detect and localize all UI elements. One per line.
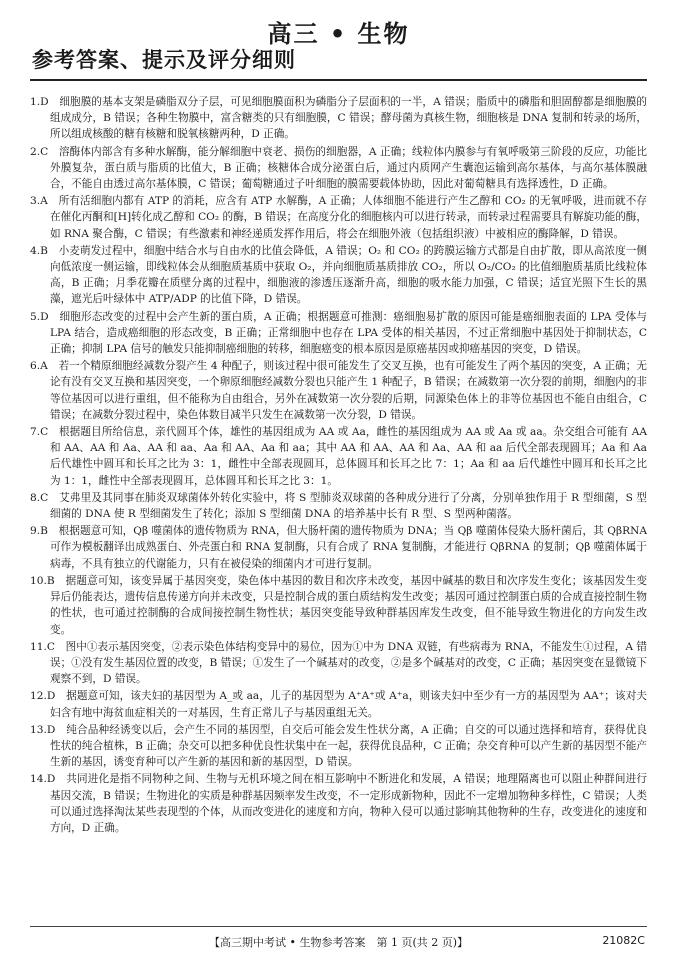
answer-item-14: 14.D 共同进化是指不同物种之间、生物与无机环境之间在相互影响中不断进化和发展，A 错误；地理隔离也可以阻止种群间进行基因交流，B 错误；生物进化的实质是种群基因频率发生改变，不一定形成新物种，因此不一定增加物种多样性，C 错误；人类可以通过选择淘汰某些表现型的个体，从而改变进化的速度和方向，物种入侵可以通过影响其他物种的生存，改变进化的速度和方向，D 正确。 (30, 773, 647, 834)
answer-item-11: 11.C 图中①表示基因突变，②表示染色体结构变异中的易位，因为①中为 DNA 双链，有些病毒为 RNA，不能发生①过程，A 错误；①没有发生基因位置的改变，B 错误；①发生了一个碱基对的改变，②是多个碱基对的改变，C 正确；基因突变在显微镜下观察不到，D 错误。 (30, 640, 647, 686)
footer-divider (30, 926, 647, 927)
answer-item-4: 4.B 小麦萌发过程中，细胞中结合水与自由水的比值会降低，A 错误；O₂ 和 CO₂ 的跨膜运输方式都是自由扩散，即从高浓度一侧向低浓度一侧运输，即线粒体会从细胞质基质中获取 O₂，并向细胞质基质排放 CO₂，所以 O₂/CO₂ 的比值细胞质基质比线粒体高，B 正确；月季花瓣在质壁分离的过程中，细胞液的渗透压逐渐升高，细胞的吸水能力加强，C 错误；适宜光照下生长的黑藻，遮光后叶绿体中 ATP/ADP 的比值下降，D 错误。 (30, 244, 647, 306)
answer-item-8: 8.C 艾弗里及其同事在肺炎双球菌体外转化实验中，将 S 型肺炎双球菌的各种成分进行了分离，分别单独作用于 R 型细菌，S 型细菌的 DNA 使 R 型细菌发生了转化；添加 S 型细菌 DNA 的培养基中长有 R 型、S 型两种菌落。 (30, 491, 647, 521)
answer-item-5: 5.D 细胞形态改变的过程中会产生新的蛋白质，A 正确；根据题意可推测：癌细胞易扩散的原因可能是癌细胞表面的 LPA 受体与 LPA 结合，造成癌细胞的形态改变，B 正确；正常细胞中也存在 LPA 受体的相关基因，不过正常细胞中基因处于抑制状态，C 正确；抑制 LPA 信号的触发只能抑制癌细胞的转移，细胞癌变的根本原因是原癌基因或抑癌基因的突变，D 错误。 (30, 310, 647, 356)
document-code: 21082C (602, 934, 645, 947)
answer-item-10: 10.B 据题意可知，该变异属于基因突变，染色体中基因的数目和次序未改变，基因中碱基的数目和次序发生变化；该基因发生变异后仍能表达，遗传信息传递方向并未改变，只是控制合成的蛋白质结构发生改变；基因可通过控制蛋白质的合成直接控制生物的性状，也可通过控制酶的合成间接控制生物性状；基因突变能导致种群基因库发生改变，但不能导致生物进化的方向发生改变。 (30, 574, 647, 636)
answer-item-1: 1.D 细胞膜的基本支架是磷脂双分子层，可见细胞膜面积为磷脂分子层面积的一半，A 错误；脂质中的磷脂和胆固醇都是细胞膜的组成成分，B 错误；各种生物膜中，富含糖类的只有细胞膜，C 错误；酵母菌为真核生物，细胞核是 DNA 复制和转录的场所，所以组成核酸的糖有核糖和脱氧核糖两种，D 正确。 (30, 96, 647, 141)
header-divider (30, 79, 647, 81)
answer-item-7: 7.C 根据题目所给信息，亲代圆耳个体，雄性的基因组成为 AA 或 Aa，雌性的基因组成为 AA 或 Aa 或 aa。杂交组合可能有 AA 和 AA、AA 和 Aa、AA 和 aa、Aa 和 AA、Aa 和 aa；其中 AA 和 AA、AA 和 Aa、AA 和 aa 后代全部表现圆耳；Aa 和 Aa 后代雄性中圆耳和长耳之比为 3：1，雌性中全部表现圆耳，总体圆耳和长耳之比 7：1；Aa 和 aa 后代雄性中圆耳和长耳之比为 1：1，雌性中全部表现圆耳，总体圆耳和长耳之比 3：1。 (30, 426, 647, 487)
answer-item-13: 13.D 纯合品种经诱变以后，会产生不同的基因型，自交后可能会发生性状分离，A 正确；自交的可以通过选择和培育，获得优良性状的纯合植株，B 正确；杂交可以把多种优良性状集中在一起，获得优良品种，C 正确；杂交育种可以产生新的基因型不能产生新的基因，诱变育种可以产生新的基因和新的基因型，D 错误。 (30, 723, 647, 769)
answer-item-9: 9.B 根据题意可知，Qβ 噬菌体的遗传物质为 RNA，但大肠杆菌的遗传物质为 DNA；当 Qβ 噬菌体侵染大肠杆菌后，其 QβRNA 可作为模板翻译出成熟蛋白、外壳蛋白和 RNA 复制酶，只有合成了 RNA 复制酶，才能进行 QβRNA 的复制；Qβ 噬菌体属于病毒，不具有独立的代谢能力，只有在被侵染的细菌内才可进行复制。 (30, 525, 647, 570)
answer-item-6: 6.A 若一个精原细胞经减数分裂产生 4 种配子，则该过程中很可能发生了交叉互换，也有可能发生了两个基因的突变，A 正确；无论有没有交叉互换和基因突变，一个卵原细胞经减数分裂也只能产生 1 种配子，B 错误；在减数第一次分裂的前期，细胞内的非等位基因可以进行重组，但不能称为自由组合，另外在减数第一次分裂的后期，同源染色体上的非等位基因也不能自由组合，C 错误；在减数分裂过程中，染色体数目减半只发生在减数第一次分裂，D 错误。 (30, 360, 647, 421)
page-title: 高三 • 生物 (267, 20, 410, 48)
answer-item-12: 12.D 据题意可知，该夫妇的基因型为 A_或 aa，儿子的基因型为 A⁺A⁺或 A⁺a，则该夫妇中至少有一方的基因型为 AA⁺；该对夫妇含有地中海贫血症相关的一对基因，生育正常儿子与基因重组无关。 (30, 690, 647, 719)
page-subtitle: 参考答案、提示及评分细则 (32, 48, 296, 72)
answers-list (30, 94, 647, 837)
answer-item-2: 2.C 溶酶体内部含有多种水解酶，能分解细胞中衰老、损伤的细胞器，A 正确；线粒体内膜参与有氧呼吸第三阶段的反应，功能比外膜复杂，蛋白质与脂质的比值大，B 正确；核糖体合成分泌蛋白后，通过内质网产生囊泡运输到高尔基体，与高尔基体膜融合，不能自由透过高尔基体膜，C 错误；葡萄糖通过子叶细胞的膜需要载体协助，因此对葡萄糖具有选择透性，D 正确。 (30, 145, 647, 191)
page-footer: 【高三期中考试 • 生物参考答案 第 1 页(共 2 页)】 (208, 936, 469, 949)
answer-item-3: 3.A 所有活细胞内都有 ATP 的消耗，应含有 ATP 水解酶，A 正确；人体细胞不能进行产生乙醇和 CO₂ 的无氧呼吸，进而就不存在催化丙酮和[H]转化成乙醇和 CO₂ 的酶，B 错误；在高度分化的细胞核内可以进行转录，而转录过程需要具有解旋功能的酶，如 RNA 聚合酶，C 错误；有些激素和神经递质发挥作用后，将会在细胞外液（包括组织液）中被相应的酶降解，D 错误。 (30, 195, 647, 240)
